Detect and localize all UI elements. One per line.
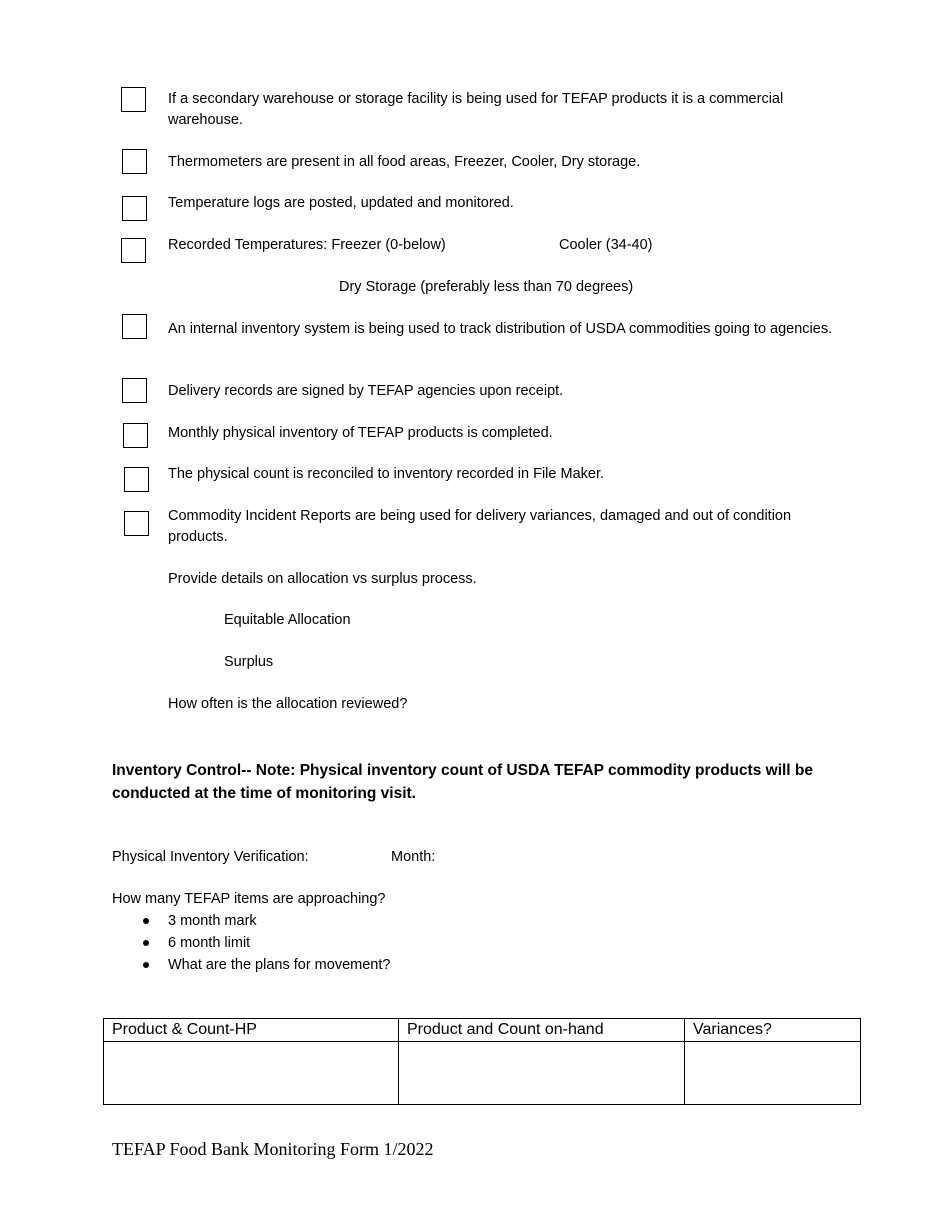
- checklist-item-freezer-temperature: Recorded Temperatures: Freezer (0-below): [168, 237, 446, 253]
- allocation-prompt: Provide details on allocation vs surplus process.: [168, 571, 477, 587]
- bullet-icon: [143, 918, 149, 924]
- list-item: 3 month mark: [112, 910, 390, 932]
- column-header-product-count-on-hand: Product and Count on-hand: [399, 1019, 685, 1042]
- checklist-item-internal-inventory: An internal inventory system is being used to track distribution of USDA commodities going to agencies.: [168, 321, 833, 337]
- list-item: What are the plans for movement?: [112, 954, 390, 976]
- checkbox-physical-count[interactable]: [124, 467, 149, 492]
- checkbox-internal-inventory[interactable]: [122, 314, 147, 339]
- inventory-table: [103, 1018, 861, 1105]
- bullet-icon: [143, 940, 149, 946]
- checkbox-thermometers[interactable]: [122, 149, 147, 174]
- cell-product-count-hp[interactable]: [104, 1042, 399, 1105]
- equitable-allocation-label: Equitable Allocation: [224, 612, 351, 628]
- checklist-item-delivery-records: Delivery records are signed by TEFAP agencies upon receipt.: [168, 383, 564, 399]
- page-footer: TEFAP Food Bank Monitoring Form 1/2022: [112, 1139, 434, 1159]
- checklist-item-incident-reports: Commodity Incident Reports are being used for delivery variances, damaged and out of condition products.: [168, 508, 792, 545]
- surplus-label: Surplus: [224, 654, 274, 670]
- approaching-bullet-list: [112, 910, 390, 976]
- checklist-item-secondary-warehouse: If a secondary warehouse or storage facility is being used for TEFAP products it is a commercial warehouse.: [168, 91, 784, 128]
- table-row: [104, 1042, 861, 1105]
- checkbox-secondary-warehouse[interactable]: [121, 87, 146, 112]
- checklist-item-temperature-logs: Temperature logs are posted, updated and monitored.: [168, 195, 514, 211]
- dry-storage-temperature-label: Dry Storage (preferably less than 70 degrees): [339, 279, 634, 295]
- cell-variances[interactable]: [685, 1042, 861, 1105]
- bullet-icon: [143, 962, 149, 968]
- column-header-product-count-hp: Product & Count-HP: [104, 1019, 399, 1042]
- approaching-question: How many TEFAP items are approaching?: [112, 891, 386, 907]
- checkbox-incident-reports[interactable]: [124, 511, 149, 536]
- cell-product-count-on-hand[interactable]: [399, 1042, 685, 1105]
- inventory-control-heading: Inventory Control-- Note: Physical inventory count of USDA TEFAP commodity products will be conducted at the time of monitoring visit.: [112, 762, 814, 802]
- checklist-item-monthly-inventory: Monthly physical inventory of TEFAP products is completed.: [168, 425, 553, 441]
- checklist-item-thermometers: Thermometers are present in all food areas, Freezer, Cooler, Dry storage.: [168, 154, 641, 170]
- allocation-review-question: How often is the allocation reviewed?: [168, 696, 408, 712]
- checklist-item-physical-count: The physical count is reconciled to inventory recorded in File Maker.: [168, 466, 605, 482]
- checkbox-delivery-records[interactable]: [122, 378, 147, 403]
- cooler-temperature-label: Cooler (34-40): [559, 237, 653, 253]
- table-header-row: [104, 1019, 861, 1042]
- checkbox-temperature-logs[interactable]: [122, 196, 147, 221]
- checkbox-monthly-inventory[interactable]: [123, 423, 148, 448]
- physical-inventory-verification-label: Physical Inventory Verification:: [112, 849, 309, 865]
- list-item: 6 month limit: [112, 932, 390, 954]
- column-header-variances: Variances?: [685, 1019, 861, 1042]
- checkbox-recorded-temperatures[interactable]: [121, 238, 146, 263]
- month-label: Month:: [391, 849, 436, 865]
